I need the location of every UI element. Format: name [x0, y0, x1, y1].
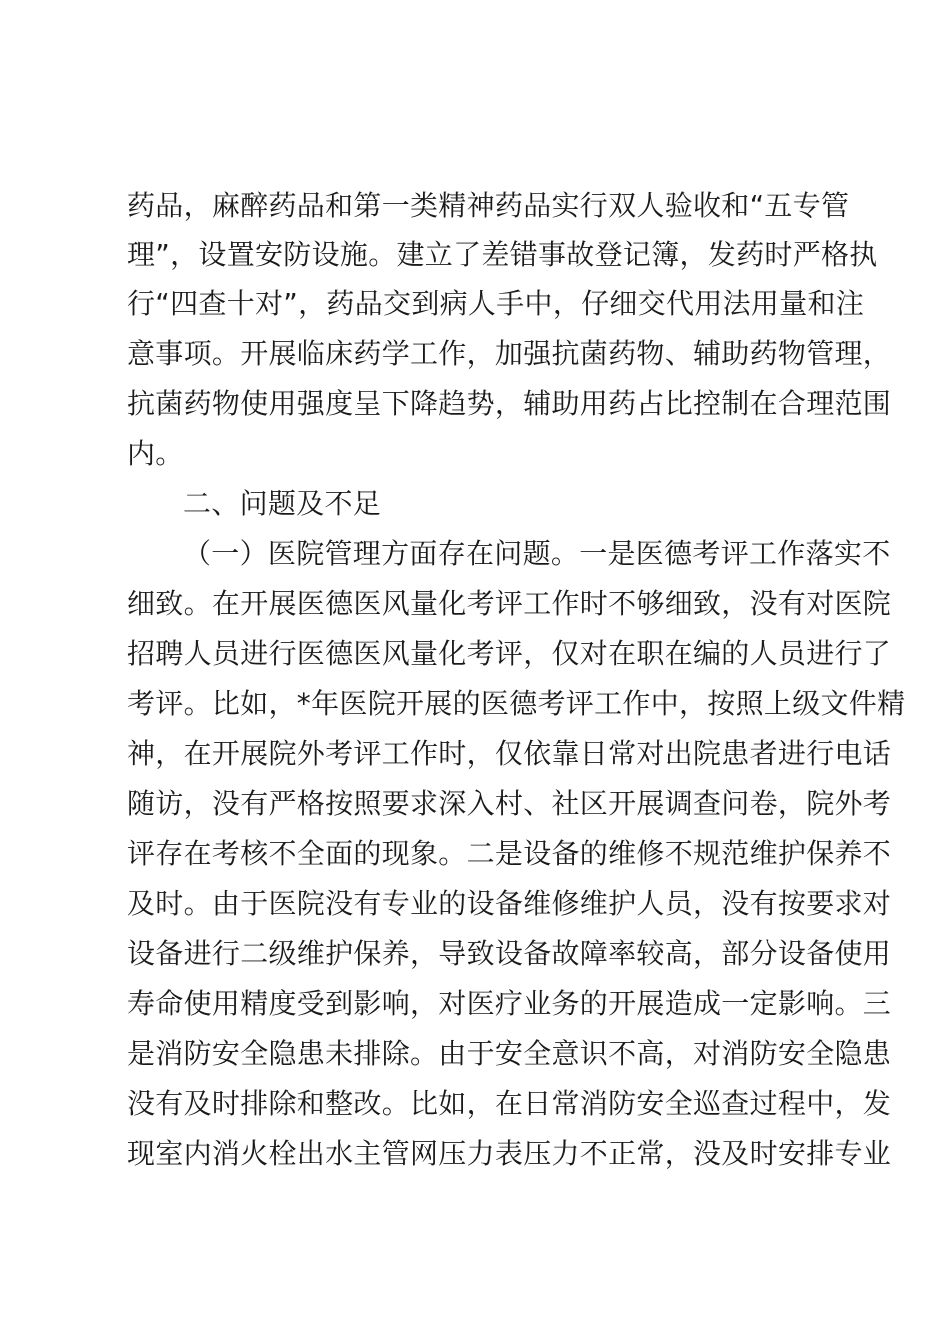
paragraph-line: 现室内消火栓出水主管网压力表压力不正常，没及时安排专业	[127, 1137, 892, 1170]
paragraph-line: 没有及时排除和整改。比如，在日常消防安全巡查过程中，发	[127, 1087, 892, 1120]
section-heading: 二、问题及不足	[183, 487, 382, 520]
paragraph-line: 评存在考核不全面的现象。二是设备的维修不规范维护保养不	[127, 837, 892, 870]
paragraph-line: 招聘人员进行医德医风量化考评，仅对在职在编的人员进行了	[127, 637, 892, 670]
paragraph-line: 神，在开展院外考评工作时，仅依靠日常对出院患者进行电话	[127, 737, 892, 770]
paragraph-line: （一）医院管理方面存在问题。一是医德考评工作落实不	[183, 537, 891, 570]
paragraph-line: 理”，设置安防设施。建立了差错事故登记簿，发药时严格执	[127, 238, 878, 271]
paragraph-line: 药品，麻醉药品和第一类精神药品实行双人验收和“五专管	[127, 189, 850, 222]
paragraph-line: 内。	[127, 437, 184, 470]
paragraph-line: 随访，没有严格按照要求深入村、社区开展调查问卷，院外考	[127, 787, 892, 820]
paragraph-line: 及时。由于医院没有专业的设备维修维护人员，没有按要求对	[127, 887, 892, 920]
paragraph-line: 是消防安全隐患未排除。由于安全意识不高，对消防安全隐患	[127, 1037, 892, 1070]
paragraph-line: 抗菌药物使用强度呈下降趋势，辅助用药占比控制在合理范围	[127, 387, 892, 420]
paragraph-line: 考评。比如，*年医院开展的医德考评工作中，按照上级文件精	[127, 687, 906, 720]
paragraph-line: 细致。在开展医德医风量化考评工作时不够细致，没有对医院	[127, 587, 892, 620]
paragraph-line: 设备进行二级维护保养，导致设备故障率较高，部分设备使用	[127, 937, 892, 970]
paragraph-line: 寿命使用精度受到影响，对医疗业务的开展造成一定影响。三	[127, 987, 892, 1020]
paragraph-line: 意事项。开展临床药学工作，加强抗菌药物、辅助药物管理，	[127, 337, 892, 370]
paragraph-line: 行“四查十对”，药品交到病人手中，仔细交代用法用量和注	[127, 287, 865, 320]
